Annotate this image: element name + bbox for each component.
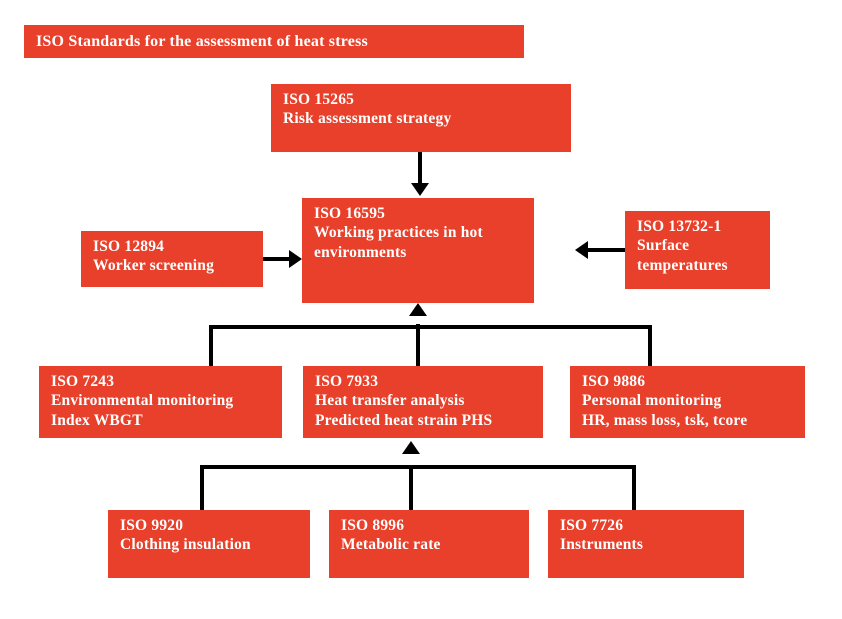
connector-15265-to-16595 bbox=[418, 152, 422, 185]
node-iso-15265-code: ISO 15265 bbox=[283, 91, 355, 108]
arrowhead-up-to-16595 bbox=[409, 303, 427, 316]
arrowhead-up-to-7933 bbox=[402, 441, 420, 454]
node-iso-7726-line1: Instruments bbox=[560, 536, 644, 554]
connector-tier4-stem bbox=[409, 465, 413, 510]
connector-tier4-right-drop bbox=[632, 465, 636, 510]
node-iso-9920 bbox=[108, 510, 310, 578]
arrowhead-down-to-16595 bbox=[411, 183, 429, 196]
arrowhead-right-to-16595 bbox=[289, 250, 302, 268]
node-iso-12894-line1: Worker screening bbox=[93, 257, 215, 275]
node-iso-16595-line2: environments bbox=[314, 243, 407, 261]
node-iso-7933-line1: Heat transfer analysis bbox=[315, 392, 465, 410]
connector-13732-to-16595 bbox=[588, 248, 625, 252]
connector-tier3-stem bbox=[416, 324, 420, 366]
node-iso-16595-code: ISO 16595 bbox=[314, 205, 386, 222]
node-iso-13732-1 bbox=[625, 211, 770, 289]
node-iso-13732-1-line1: Surface bbox=[637, 237, 690, 255]
connector-tier4-left-drop bbox=[200, 465, 204, 510]
node-iso-7726 bbox=[548, 510, 744, 578]
node-iso-13732-1-code: ISO 13732-1 bbox=[637, 218, 722, 235]
node-iso-9886 bbox=[570, 366, 805, 438]
diagram-title-text: ISO Standards for the assessment of heat stress bbox=[36, 33, 368, 50]
node-iso-8996-code: ISO 8996 bbox=[341, 517, 405, 534]
arrowhead-left-to-16595 bbox=[575, 241, 588, 259]
connector-tier3-left-drop bbox=[209, 325, 213, 367]
node-iso-8996 bbox=[329, 510, 529, 578]
diagram-title bbox=[24, 25, 524, 58]
node-iso-15265-line1: Risk assessment strategy bbox=[283, 110, 452, 128]
node-iso-7243 bbox=[39, 366, 282, 438]
node-iso-9886-line2: HR, mass loss, tsk, tcore bbox=[582, 411, 748, 429]
node-iso-12894-code: ISO 12894 bbox=[93, 238, 165, 255]
connector-tier4-bus bbox=[200, 465, 636, 469]
connector-12894-to-16595 bbox=[263, 257, 290, 261]
node-iso-7243-line2: Index WBGT bbox=[51, 411, 143, 429]
node-iso-7243-line1: Environmental monitoring bbox=[51, 392, 234, 410]
node-iso-7933 bbox=[303, 366, 543, 438]
node-iso-9920-code: ISO 9920 bbox=[120, 517, 184, 534]
node-iso-16595 bbox=[302, 198, 534, 303]
node-iso-8996-line1: Metabolic rate bbox=[341, 536, 441, 554]
node-iso-15265 bbox=[271, 84, 571, 152]
node-iso-12894 bbox=[81, 231, 263, 287]
node-iso-7726-code: ISO 7726 bbox=[560, 517, 624, 534]
node-iso-9886-line1: Personal monitoring bbox=[582, 392, 722, 410]
node-iso-9886-code: ISO 9886 bbox=[582, 373, 646, 390]
connector-tier3-bus bbox=[209, 325, 652, 329]
connector-tier3-right-drop bbox=[648, 325, 652, 367]
node-iso-13732-1-line2: temperatures bbox=[637, 256, 728, 274]
node-iso-7933-code: ISO 7933 bbox=[315, 373, 379, 390]
node-iso-9920-line1: Clothing insulation bbox=[120, 536, 251, 554]
node-iso-7933-line2: Predicted heat strain PHS bbox=[315, 411, 493, 429]
node-iso-16595-line1: Working practices in hot bbox=[314, 224, 483, 242]
node-iso-7243-code: ISO 7243 bbox=[51, 373, 115, 390]
